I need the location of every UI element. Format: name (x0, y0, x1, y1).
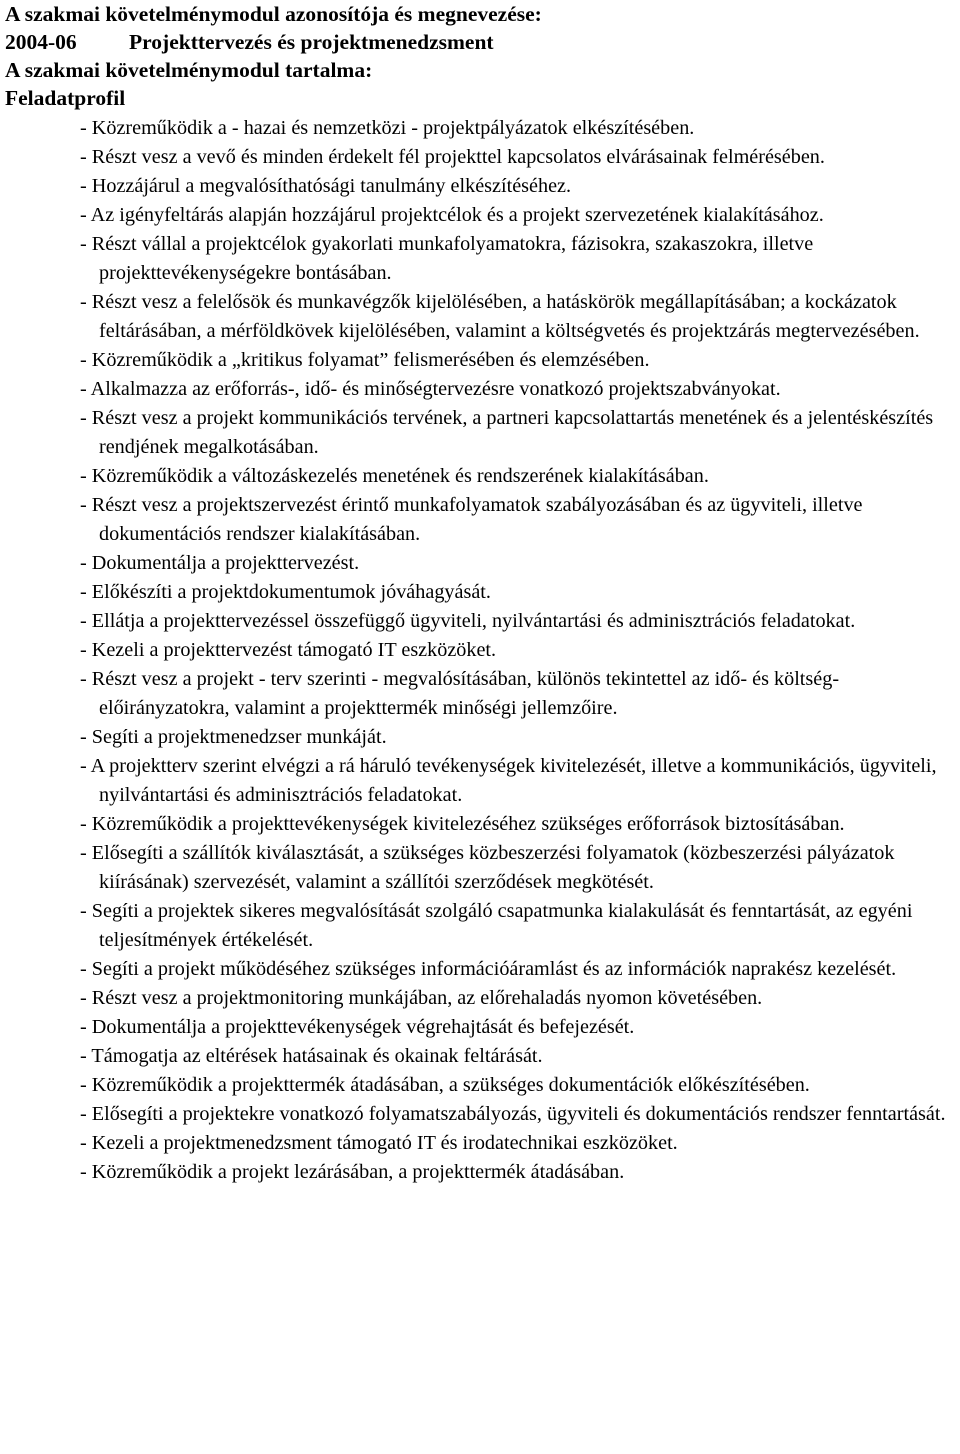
list-item: - A projektterv szerint elvégzi a rá háruló tevékenységek kivitelezését, illetve a kommunikációs, ügyviteli, nyilvántartási és adminisztrációs feladatokat. (80, 755, 937, 806)
list-item: - Előkészíti a projektdokumentumok jóváhagyását. (80, 581, 491, 603)
list-item: - Közreműködik a projekttevékenységek kivitelezéséhez szükséges erőforrások biztosításában. (80, 813, 845, 835)
list-item: - Kezeli a projekttervezést támogató IT eszközöket. (80, 639, 497, 661)
list-item: - Hozzájárul a megvalósíthatósági tanulmány elkészítéséhez. (80, 175, 572, 197)
list-item: - Részt vesz a projektszervezést érintő munkafolyamatok szabályozásában és az ügyviteli, illetve dokumentációs rendszer kialakításában. (80, 494, 863, 545)
list-item: - Elősegíti a projektekre vonatkozó folyamatszabályozás, ügyviteli és dokumentációs rendszer fenntartását. (80, 1103, 946, 1125)
list-item: - Segíti a projekt működéséhez szükséges információáramlást és az információk naprakész kezelését. (80, 958, 897, 980)
list-item: - Elősegíti a szállítók kiválasztását, a szükséges közbeszerzési folyamatok (közbeszerzési pályázatok kiírásának) szervezését, valamint a szállítói szerződések megkötését. (80, 842, 895, 893)
list-item: - Részt vesz a projekt - terv szerinti - megvalósításában, különös tekintettel az idő- és költség-előirányzatokra, valamint a projekttermék minőségi jellemzőire. (80, 668, 840, 719)
list-item: - Az igényfeltárás alapján hozzájárul projektcélok és a projekt szervezetének kialakításához. (80, 204, 824, 226)
list-item: - Közreműködik a „kritikus folyamat” felismerésében és elemzésében. (80, 349, 650, 371)
list-item: - Alkalmazza az erőforrás-, idő- és minőségtervezésre vonatkozó projektszabványokat. (80, 378, 781, 400)
list-item: - Dokumentálja a projekttervezést. (80, 552, 360, 574)
list-item: - Közreműködik a - hazai és nemzetközi - projektpályázatok elkészítésében. (80, 117, 695, 139)
module-name: Projekttervezés és projektmenedzsment (129, 30, 494, 54)
list-item: - Támogatja az eltérések hatásainak és okainak feltárását. (80, 1045, 543, 1067)
list-item: - Kezeli a projektmenedzsment támogató IT és irodatechnikai eszközöket. (80, 1132, 678, 1154)
module-heading: A szakmai követelménymodul azonosítója és megnevezése: (5, 2, 542, 26)
list-item: - Részt vesz a felelősök és munkavégzők kijelölésében, a hatáskörök megállapításában; a kockázatok feltárásában, a mérföldkövek kijelölésében, valamint a költségvetés és projektzárás megtervezésében. (80, 291, 920, 342)
module-content-heading: A szakmai követelménymodul tartalma: (5, 58, 373, 82)
list-item: - Segíti a projektek sikeres megvalósítását szolgáló csapatmunka kialakulását és fenntartását, az egyéni teljesítmények értékelését. (80, 900, 913, 951)
list-item: - Közreműködik a projekttermék átadásában, a szükséges dokumentációk előkészítésében. (80, 1074, 810, 1096)
list-item: - Ellátja a projekttervezéssel összefüggő ügyviteli, nyilvántartási és adminisztrációs feladatokat. (80, 610, 856, 632)
list-item: - Részt vesz a projekt kommunikációs tervének, a partneri kapcsolattartás menetének és a jelentéskészítés rendjének megalkotásában. (80, 407, 934, 458)
list-item: - Közreműködik a projekt lezárásában, a projekttermék átadásában. (80, 1161, 625, 1183)
task-list (80, 114, 960, 1187)
list-item: - Részt vesz a vevő és minden érdekelt fél projekttel kapcsolatos elvárásainak felmérésében. (80, 146, 825, 168)
list-item: - Közreműködik a változáskezelés menetének és rendszerének kialakításában. (80, 465, 709, 487)
module-code: 2004-06 (5, 30, 77, 54)
module-id-line (5, 28, 494, 56)
list-item: - Dokumentálja a projekttevékenységek végrehajtását és befejezését. (80, 1016, 635, 1038)
list-item: - Részt vállal a projektcélok gyakorlati munkafolyamatokra, fázisokra, szakaszokra, illetve projekttevékenységekre bontásában. (80, 233, 814, 284)
list-item: - Részt vesz a projektmonitoring munkájában, az előrehaladás nyomon követésében. (80, 987, 763, 1009)
task-profile-heading: Feladatprofil (5, 86, 126, 110)
list-item: - Segíti a projektmenedzser munkáját. (80, 726, 387, 748)
